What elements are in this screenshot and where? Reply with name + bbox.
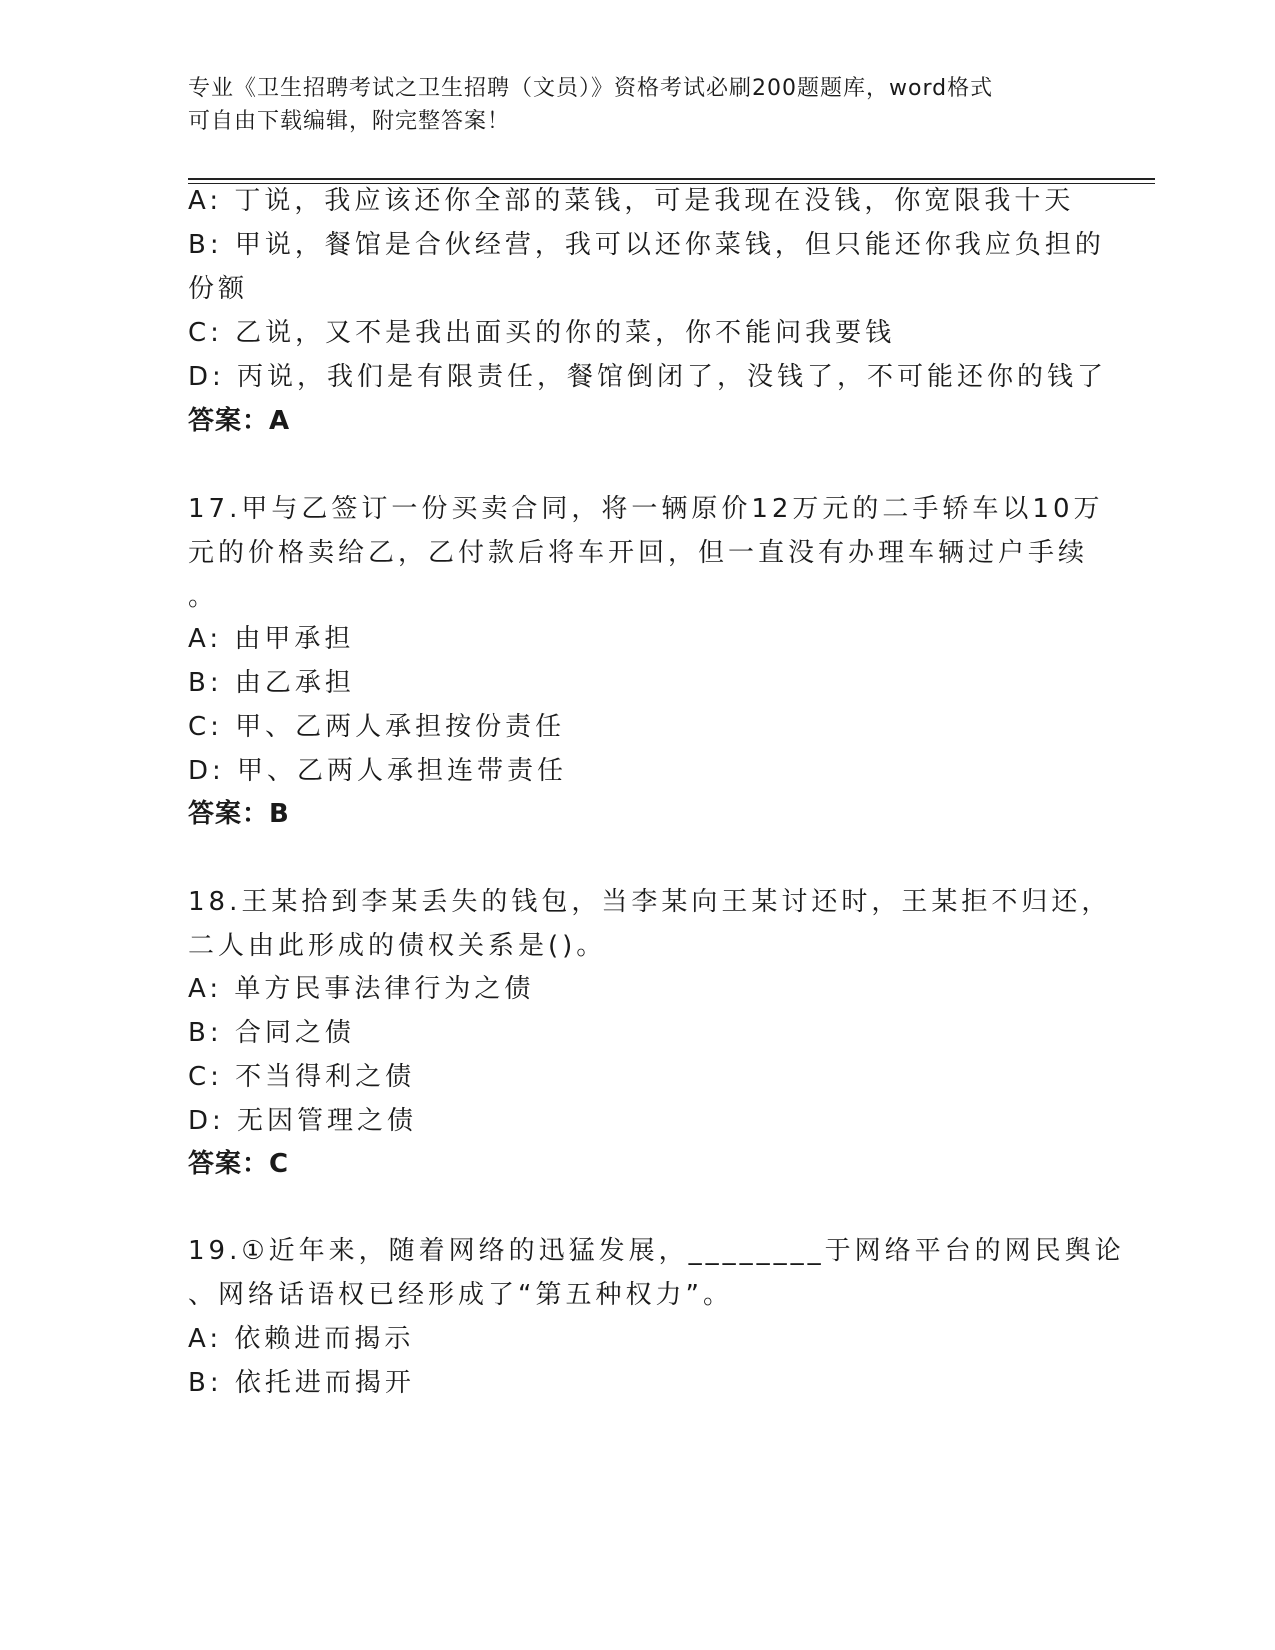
q17-option-d: D: 甲、乙两人承担连带责任 xyxy=(188,756,568,786)
q16-option-b: B: 甲说，餐馆是合伙经营，我可以还你菜钱，但只能还你我应负担的 xyxy=(188,230,1105,260)
q18-option-b: B: 合同之债 xyxy=(188,1018,355,1048)
q19-stem-line-1: 19.①近年来，随着网络的迅猛发展，________于网络平台的网民舆论 xyxy=(188,1236,1125,1266)
q16-option-b-continued: 份额 xyxy=(188,274,249,304)
header-title-line-1: 专业《卫生招聘考试之卫生招聘（文员）》资格考试必刷200题题库，word格式 xyxy=(188,76,994,101)
q16-option-c: C: 乙说，又不是我出面买的你的菜，你不能问我要钱 xyxy=(188,318,896,348)
q16-option-a: A: 丁说，我应该还你全部的菜钱，可是我现在没钱，你宽限我十天 xyxy=(188,186,1075,216)
q18-stem-line-2: 二人由此形成的债权关系是()。 xyxy=(188,931,607,961)
q16-answer: 答案：A xyxy=(188,406,291,436)
header-title-line-2: 可自由下载编辑，附完整答案！ xyxy=(188,109,511,134)
header-divider xyxy=(188,178,1155,180)
page-header xyxy=(188,72,1088,138)
q18-option-c: C: 不当得利之债 xyxy=(188,1062,416,1092)
q17-option-b: B: 由乙承担 xyxy=(188,668,355,698)
q18-option-d: D: 无因管理之债 xyxy=(188,1106,418,1136)
q19-option-b: B: 依托进而揭开 xyxy=(188,1368,415,1398)
q17-answer: 答案：B xyxy=(188,799,290,829)
q16-option-d: D: 丙说，我们是有限责任，餐馆倒闭了，没钱了，不可能还你的钱了 xyxy=(188,362,1108,392)
q19-option-a: A: 依赖进而揭示 xyxy=(188,1324,415,1354)
q17-stem-line-1: 17.甲与乙签订一份买卖合同，将一辆原价12万元的二手轿车以10万 xyxy=(188,494,1104,524)
q19-stem-line-2: 、网络话语权已经形成了“第五种权力”。 xyxy=(188,1280,733,1310)
q17-option-a: A: 由甲承担 xyxy=(188,624,355,654)
q18-stem-line-1: 18.王某拾到李某丢失的钱包，当李某向王某讨还时，王某拒不归还， xyxy=(188,887,1112,917)
q17-stem-line-3: 。 xyxy=(188,582,219,612)
q18-answer: 答案：C xyxy=(188,1149,290,1179)
q18-option-a: A: 单方民事法律行为之债 xyxy=(188,974,535,1004)
q17-stem-line-2: 元的价格卖给乙，乙付款后将车开回，但一直没有办理车辆过户手续 xyxy=(188,538,1089,568)
q17-option-c: C: 甲、乙两人承担按份责任 xyxy=(188,712,566,742)
